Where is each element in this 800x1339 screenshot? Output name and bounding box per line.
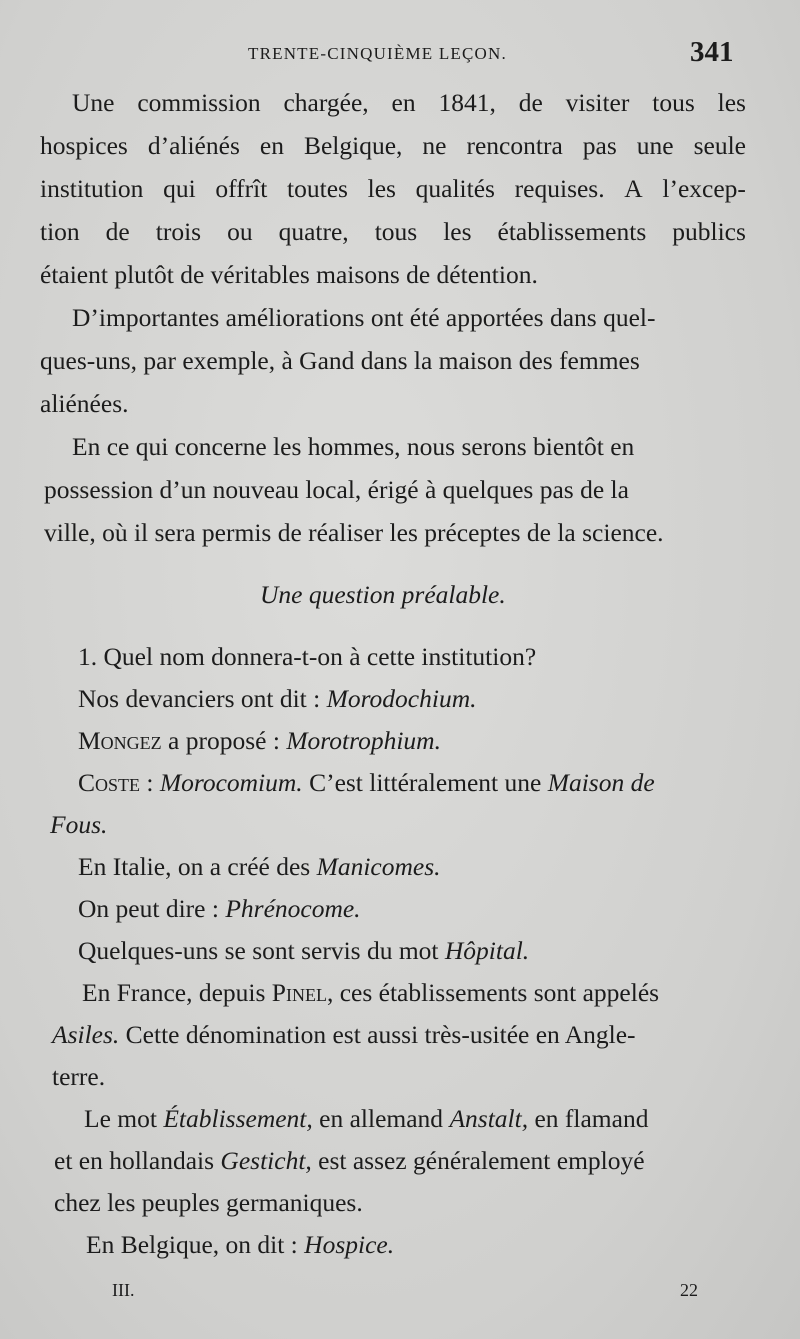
line-text: et en hollandais [54, 1146, 221, 1175]
term: Manicomes. [316, 852, 441, 881]
text-line [82, 978, 659, 1008]
line-text: en flamand [528, 1104, 649, 1133]
line-text: hospices d’aliénés en Belgique, ne rencontra pas une seule [40, 131, 746, 160]
latin-term: Morodochium. [326, 684, 477, 713]
author-name: Pinel [271, 978, 327, 1007]
term: Hôpital. [444, 936, 530, 965]
text-line [54, 1146, 645, 1176]
text-line [78, 852, 441, 882]
author-name: Coste [78, 768, 141, 797]
text-line [52, 1020, 636, 1050]
text-line: En ce qui concerne les hommes, nous serons bientôt en [72, 432, 635, 461]
line-text: institution qui offrît toutes les qualités requises. A l’excep- [40, 174, 746, 203]
line-text: En Belgique, on dit : [86, 1230, 305, 1259]
term: Maison de [547, 768, 655, 797]
text-line: terre. [52, 1062, 106, 1091]
text-line [78, 726, 441, 756]
text-line [40, 131, 746, 161]
line-text: En Italie, on a créé des [78, 852, 317, 881]
text-line: chez les peuples germaniques. [54, 1188, 363, 1217]
question-line: 1. Quel nom donnera-t-on à cette institution? [78, 642, 537, 671]
text-line [78, 894, 361, 924]
line-text: : [140, 768, 160, 797]
term: Gesticht, [220, 1146, 312, 1175]
term: Hospice. [304, 1230, 395, 1259]
text-line: possession d’un nouveau local, érigé à quelques pas de la [44, 475, 629, 504]
line-text: Cette dénomination est aussi très-usitée en Angle- [119, 1020, 636, 1049]
text-line: Fous. [50, 810, 108, 839]
text-line [84, 1104, 648, 1134]
text-line: ques-uns, par exemple, à Gand dans la maison des femmes [40, 346, 640, 375]
text-line: ville, où il sera permis de réaliser les préceptes de la science. [44, 518, 664, 547]
signature-mark: III. [112, 1280, 135, 1300]
section-heading: Une question préalable. [260, 580, 506, 609]
text-line: D’importantes améliorations ont été apportées dans quel- [72, 303, 656, 332]
term: Phrénocome. [225, 894, 361, 923]
text-line [78, 684, 477, 714]
text-line [78, 768, 655, 798]
line-text: C’est littéralement une [302, 768, 548, 797]
text-line: aliénées. [40, 389, 129, 418]
latin-term: Morocomium. [159, 768, 303, 797]
term: Établissement, [163, 1104, 313, 1133]
line-text: Nos devanciers ont dit : [78, 684, 327, 713]
running-title: TRENTE-CINQUIÈME LEÇON. [248, 44, 507, 63]
line-text: Une commission chargée, en 1841, de visiter tous les [72, 88, 746, 117]
text-line [86, 1230, 394, 1260]
line-text: en allemand [312, 1104, 450, 1133]
author-name: Mongez [78, 726, 162, 755]
page-number: 341 [690, 36, 734, 68]
line-text: est assez généralement employé [311, 1146, 645, 1175]
sheet-number: 22 [680, 1280, 698, 1300]
term: Anstalt, [449, 1104, 529, 1133]
line-text: tion de trois ou quatre, tous les établissements publics [40, 217, 746, 246]
line-text: Le mot [84, 1104, 164, 1133]
text-line: étaient plutôt de véritables maisons de détention. [40, 260, 538, 289]
line-text: a proposé : [161, 726, 287, 755]
line-text: , ces établissements sont appelés [326, 978, 660, 1007]
text-line [72, 88, 746, 118]
line-text: On peut dire : [78, 894, 226, 923]
term: Asiles. [52, 1020, 120, 1049]
text-line [40, 217, 746, 247]
line-text: En France, depuis [82, 978, 272, 1007]
text-line [78, 936, 529, 966]
line-text: Quelques-uns se sont servis du mot [78, 936, 445, 965]
text-line [40, 174, 746, 204]
latin-term: Morotrophium. [286, 726, 441, 755]
